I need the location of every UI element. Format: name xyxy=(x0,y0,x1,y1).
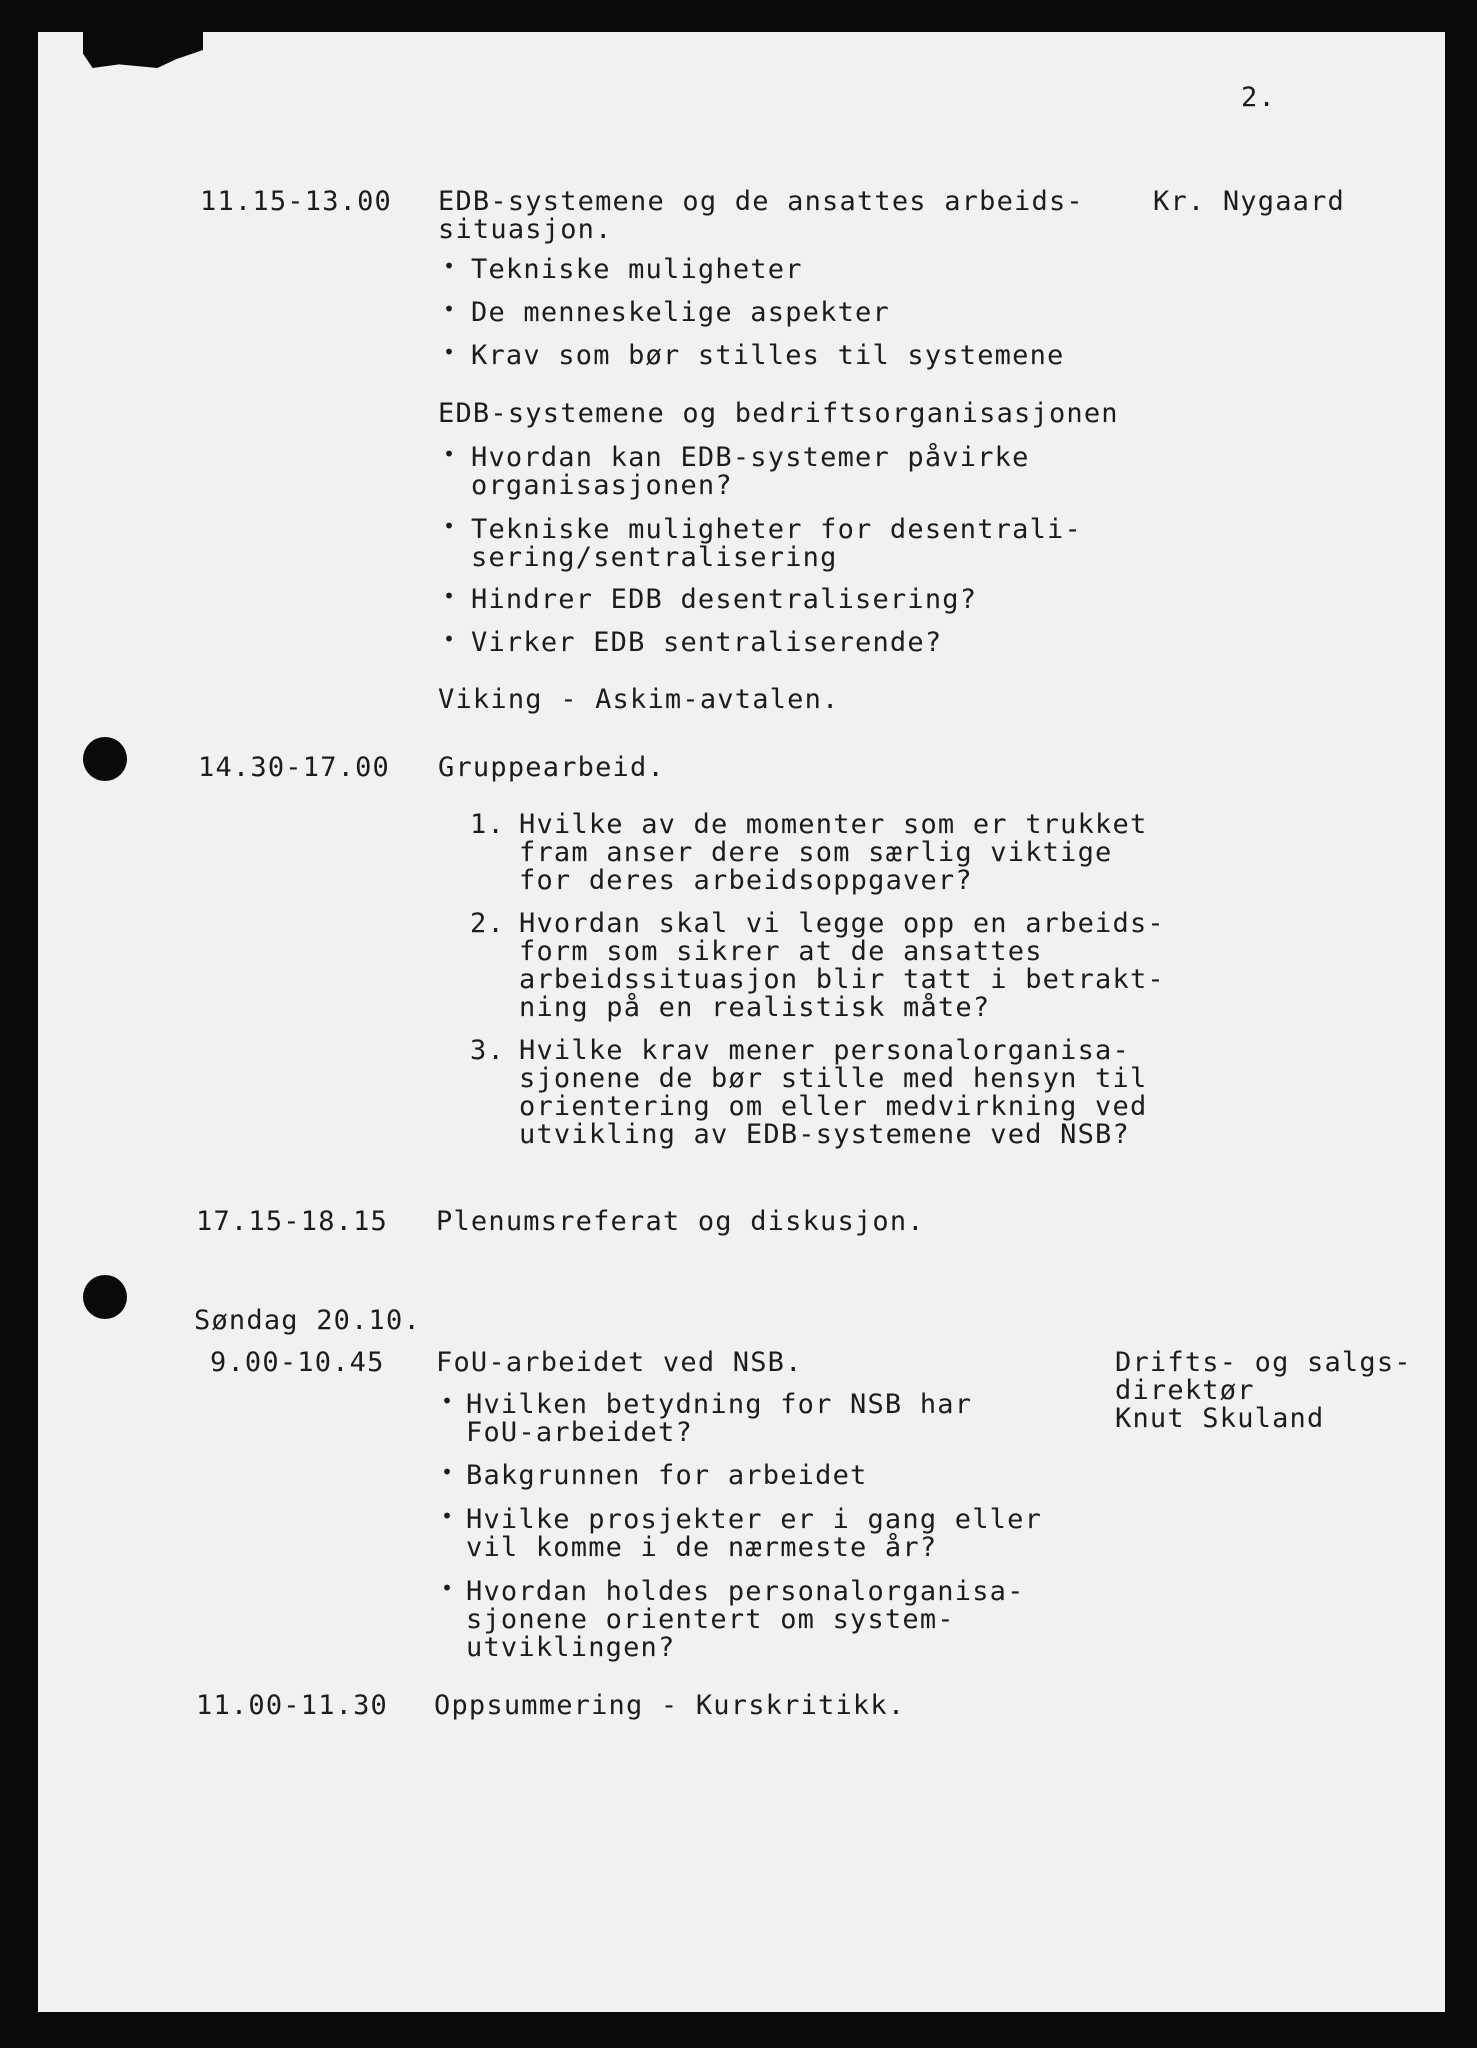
item-text: sjonene de bør stille med hensyn til xyxy=(519,1063,1148,1094)
bullet-text: FoU-arbeidet? xyxy=(466,1417,693,1448)
day-heading: Søndag 20.10. xyxy=(194,1305,421,1336)
bullet-marker: • xyxy=(441,1576,454,1600)
bullet-marker: • xyxy=(441,1504,454,1528)
bullet-text: sjonene orientert om system- xyxy=(466,1604,955,1635)
item-text: utvikling av EDB-systemene ved NSB? xyxy=(519,1119,1130,1150)
bullet-text: Hindrer EDB desentralisering? xyxy=(471,584,978,615)
bullet-text: Virker EDB sentraliserende? xyxy=(471,627,943,658)
session-title: FoU-arbeidet ved NSB. xyxy=(436,1347,803,1378)
bullet-marker: • xyxy=(443,254,456,278)
item-text: Hvordan skal vi legge opp en arbeids- xyxy=(519,908,1165,939)
item-text: ning på en realistisk måte? xyxy=(519,992,991,1023)
item-text: arbeidssituasjon blir tatt i betrakt- xyxy=(519,964,1165,995)
bullet-marker: • xyxy=(443,297,456,321)
item-number: 1. xyxy=(470,809,505,840)
item-number: 2. xyxy=(470,908,505,939)
session-title: Oppsummering - Kurskritikk. xyxy=(434,1690,906,1721)
bullet-text: Hvilke prosjekter er i gang eller xyxy=(466,1504,1043,1535)
bullet-marker: • xyxy=(443,340,456,364)
session-time: 14.30-17.00 xyxy=(198,752,391,783)
speaker-name: direktør xyxy=(1115,1375,1255,1406)
session-title: EDB-systemene og de ansattes arbeids- xyxy=(438,186,1084,217)
bullet-text: Tekniske muligheter xyxy=(471,254,803,285)
item-text: fram anser dere som særlig viktige xyxy=(519,837,1113,868)
bullet-marker: • xyxy=(443,442,456,466)
session-time: 11.00-11.30 xyxy=(196,1690,389,1721)
bullet-text: Krav som bør stilles til systemene xyxy=(471,340,1065,371)
session-time: 11.15-13.00 xyxy=(200,186,393,217)
item-text: form som sikrer at de ansattes xyxy=(519,936,1043,967)
bullet-marker: • xyxy=(441,1389,454,1413)
bullet-text: Hvordan holdes personalorganisa- xyxy=(466,1576,1025,1607)
speaker-name: Knut Skuland xyxy=(1115,1403,1325,1434)
punch-hole-2 xyxy=(83,1275,127,1319)
bullet-marker: • xyxy=(443,514,456,538)
bullet-text: vil komme i de nærmeste år? xyxy=(466,1532,938,1563)
document-page xyxy=(38,32,1445,2012)
subtopic-title: EDB-systemene og bedriftsorganisasjonen xyxy=(438,398,1119,429)
bullet-text: Bakgrunnen for arbeidet xyxy=(466,1460,868,1491)
item-number: 3. xyxy=(470,1035,505,1066)
item-text: orientering om eller medvirkning ved xyxy=(519,1091,1148,1122)
bullet-text: Hvordan kan EDB-systemer påvirke xyxy=(471,442,1030,473)
speaker-name: Kr. Nygaard xyxy=(1153,186,1346,217)
bullet-text: organisasjonen? xyxy=(471,470,733,501)
session-title: Plenumsreferat og diskusjon. xyxy=(436,1206,925,1237)
item-text: Hvilke krav mener personalorganisa- xyxy=(519,1035,1130,1066)
item-text: for deres arbeidsoppgaver? xyxy=(519,865,973,896)
speaker-name: Drifts- og salgs- xyxy=(1115,1347,1412,1378)
session-time: 17.15-18.15 xyxy=(196,1206,389,1237)
bullet-text: Tekniske muligheter for desentrali- xyxy=(471,514,1082,545)
bullet-marker: • xyxy=(443,584,456,608)
session-title: Gruppearbeid. xyxy=(438,752,665,783)
punch-hole-1 xyxy=(83,737,127,781)
redaction-mark xyxy=(83,32,203,68)
bullet-marker: • xyxy=(441,1460,454,1484)
bullet-text: Hvilken betydning for NSB har xyxy=(466,1389,973,1420)
session-title: situasjon. xyxy=(438,214,613,245)
bullet-text: utviklingen? xyxy=(466,1632,676,1663)
session-time: 9.00-10.45 xyxy=(210,1347,385,1378)
bullet-text: sering/sentralisering xyxy=(471,542,838,573)
page-number: 2. xyxy=(1241,82,1276,113)
closing-note: Viking - Askim-avtalen. xyxy=(438,684,840,715)
item-text: Hvilke av de momenter som er trukket xyxy=(519,809,1148,840)
bullet-text: De menneskelige aspekter xyxy=(471,297,890,328)
bullet-marker: • xyxy=(443,627,456,651)
